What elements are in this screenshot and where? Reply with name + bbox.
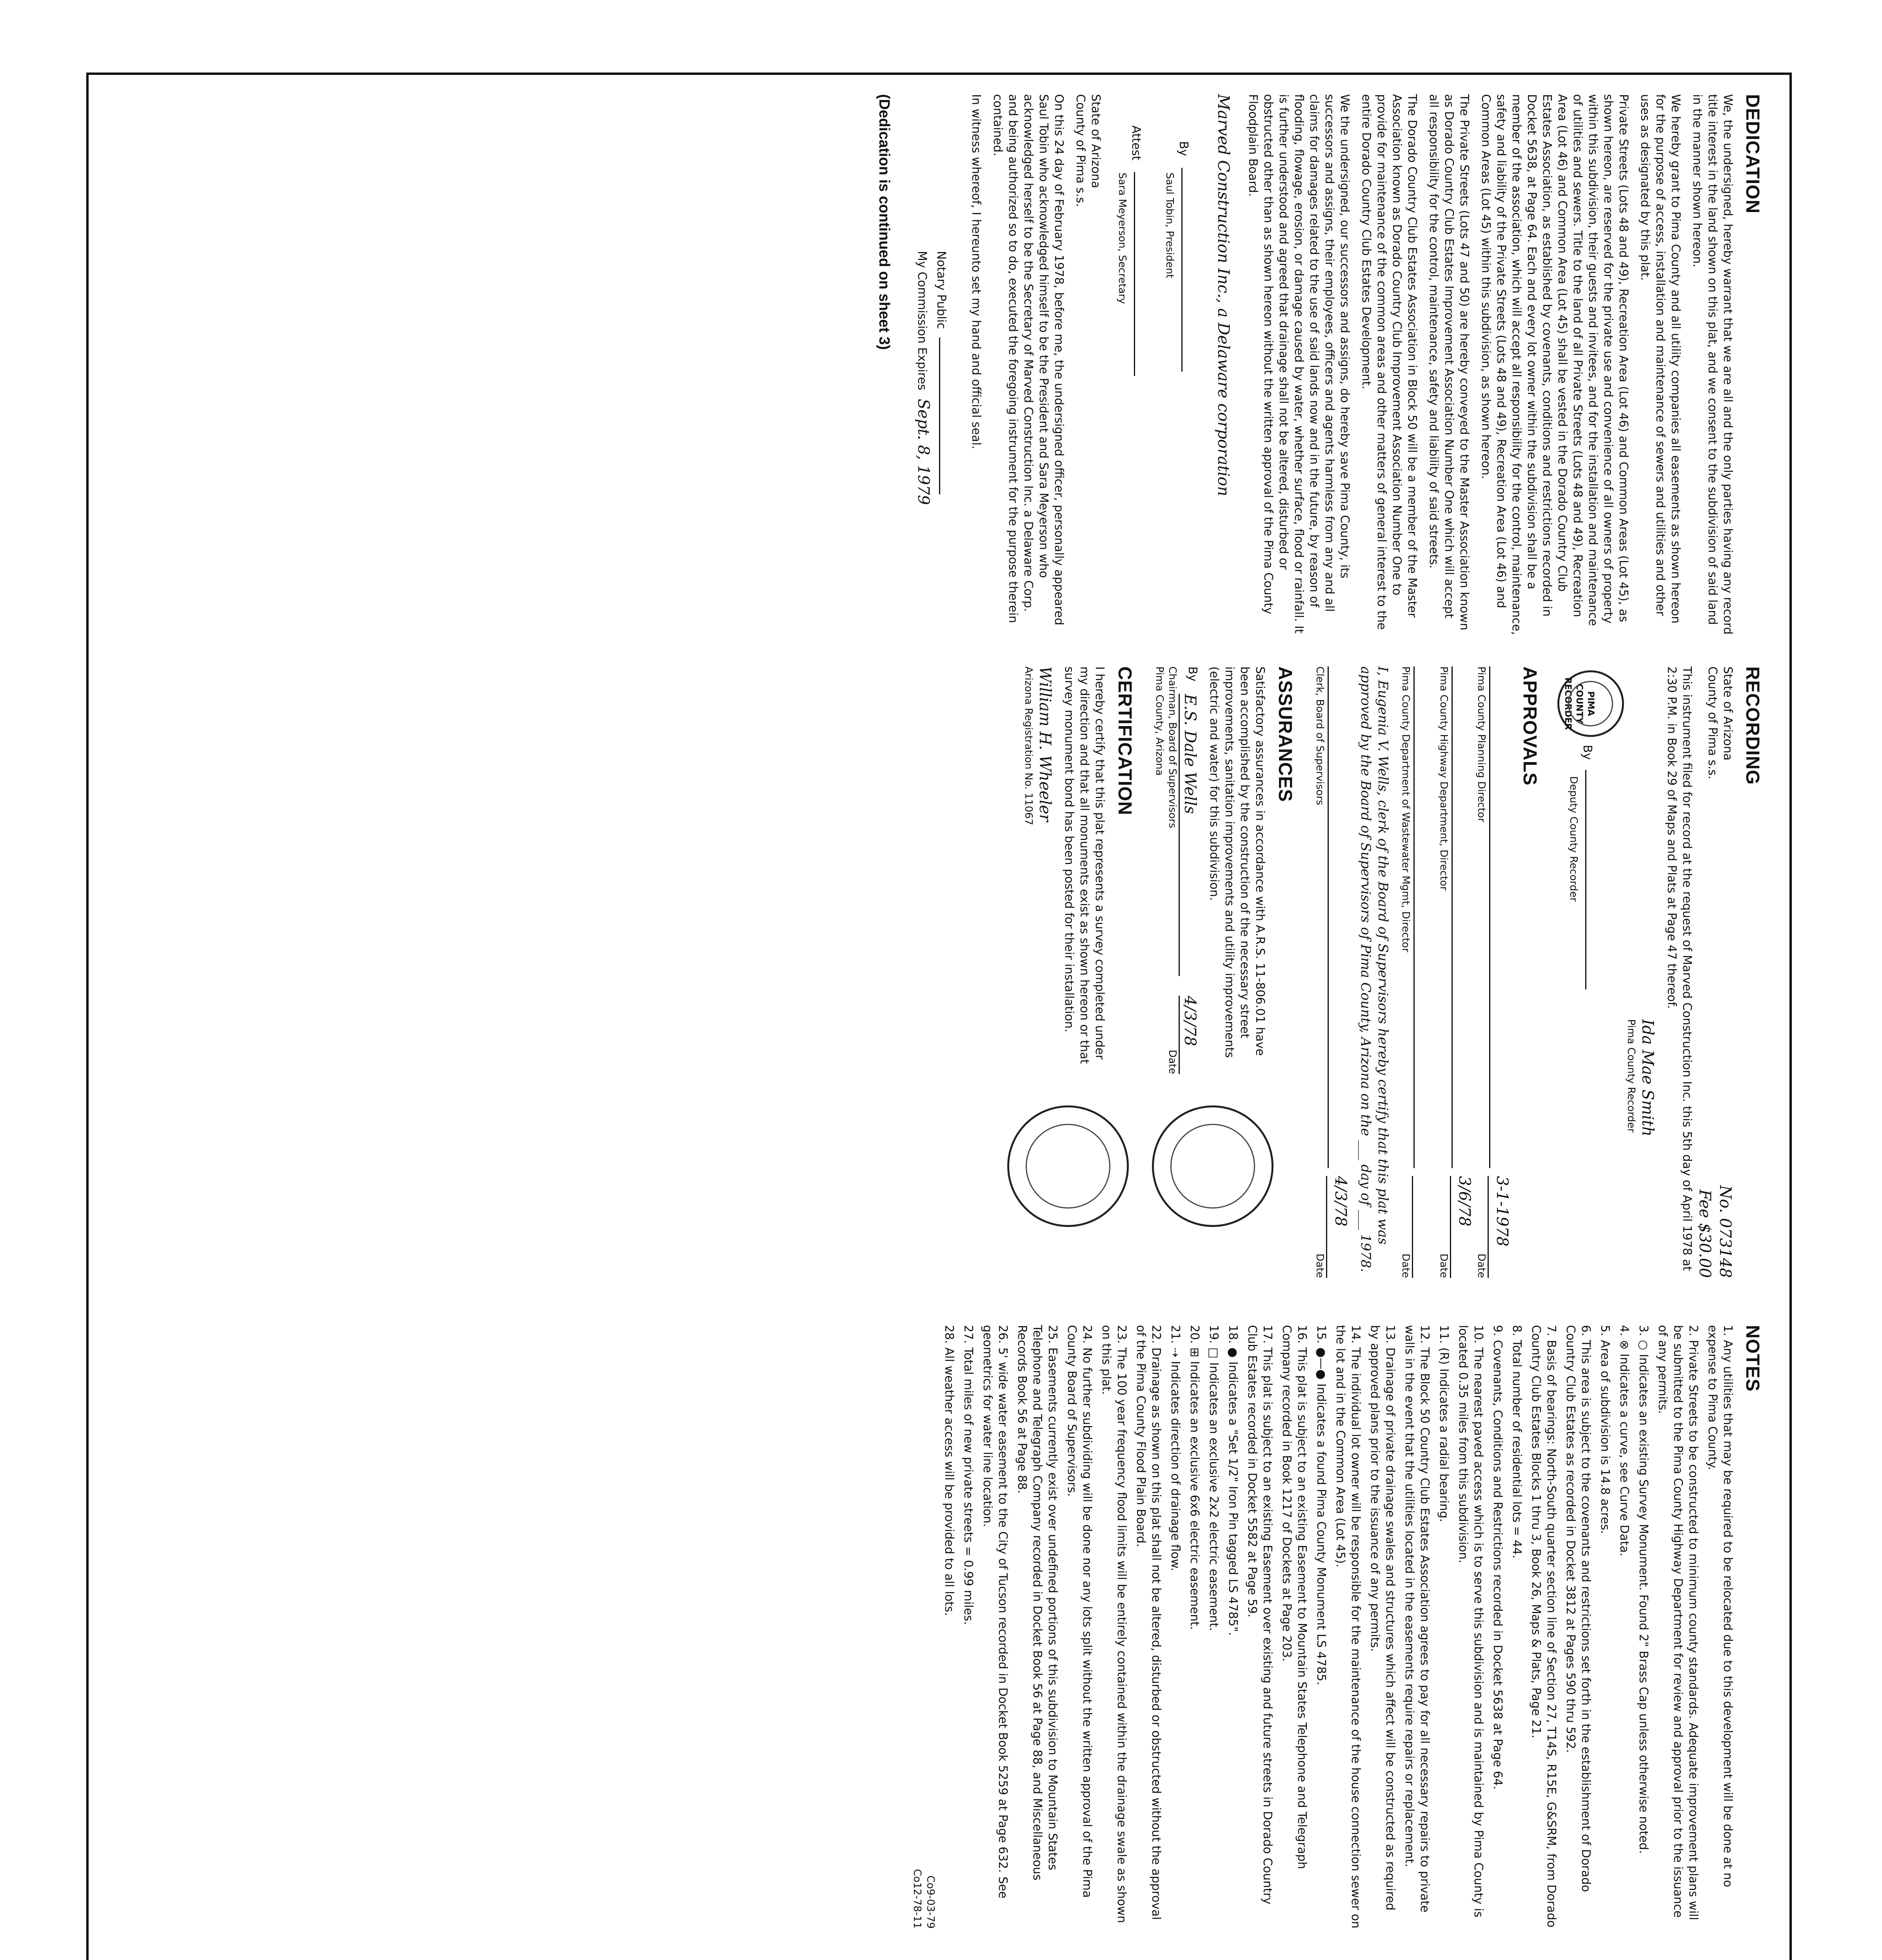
note-item: 16. This plat is subject to an existing Easement to Mountain States Telephone and Telegraph Company recorded in Book 1217 of Dockets at Page 203. (1279, 1325, 1309, 1869)
recording-text: This instrument filed for record at the request of Marved Construction Inc. this 5th day of April 1978 at 2:30 P.M. in Book 29 of Maps and Plats at Page 47 thereof. (1664, 666, 1694, 1271)
note-item: 9. Covenants, Conditions and Restrictions recorded in Docket 5638 at Page 64. (1490, 1325, 1504, 1790)
note-item: 25. Easements currently exist over undefined portions of this subdivision to Mountain States Telephone and Telegraph Company recorded in Docket Book 56 at Page 88, and Miscellaneous Records Book 56 at Page 88. (1015, 1325, 1059, 1881)
notary-label: Notary Public (934, 251, 948, 329)
notes-section (910, 1325, 1764, 1929)
note-item: 26. 5' wide water easement to the City of Tucson recorded in Docket Book 5259 at Page 632. See geometrics for water line location. (980, 1325, 1010, 1898)
note-item: 23. The 100 year frequency flood limits will be entirely contained within the drainage swale as shown on this plat. (1099, 1325, 1128, 1923)
by-signature-line (1181, 168, 1201, 372)
surveyor-seal (1007, 1105, 1129, 1227)
attest-signature-line (1134, 172, 1153, 376)
recorder-seal (1557, 670, 1624, 737)
notary-line (939, 338, 958, 494)
deputy-line-block (1566, 745, 1608, 989)
by-signature-block (1163, 141, 1204, 635)
approval-date-label: Date (1399, 1253, 1412, 1278)
by-name: Saul Tobin, President (1163, 172, 1175, 278)
surveyor-name: William H. Wheeler (1036, 666, 1054, 822)
note-item: 13. Drainage of private drainage swales and structures which affect will be constructed as required by approved plans prior to the issuance of any permits. (1368, 1325, 1397, 1911)
dedication-ack-venue: State of Arizona County of Pima s.s. (1074, 94, 1103, 207)
dedication-section (871, 94, 1764, 635)
approval-date: 3-1-1978 (1488, 1176, 1512, 1278)
note-item: 22. Drainage as shown on this plat shall not be altered, disturbed or obstructed without the approval of the Pima County Flood Plain Board. (1134, 1325, 1163, 1920)
note-item: 15. ●—● Indicates a found Pima County Monument LS 4785. (1314, 1325, 1328, 1685)
note-item: 19. □ Indicates an exclusive 2x2 electric easement. (1206, 1325, 1221, 1631)
note-item: 7. Basis of bearings: North-South quarter section line of Section 27, T14S, R15E, G&SRM, from Dorado Country Club Estates Blocks 1 thru 3, Book 26, Maps & Plats, Page 21. (1529, 1325, 1558, 1927)
clerk-certification: I, Eugenia V. Wells, clerk of the Board of Supervisors hereby certify that this plat was approved by the Board of Supervisors of Pima County, Arizona on the ___ day of ___ 1978. (1357, 666, 1391, 1272)
recording-state: State of Arizona (1720, 666, 1735, 761)
docket-number: No. 073148 (1716, 1185, 1734, 1278)
dedication-p4: The Private Streets (Lots 47 and 50) are hereby conveyed to the Master Association known as Dorado Country Club Estates Improvement Association Number One which will accept all responsibility for the control, maintenance, safety and liability of said streets. (1426, 94, 1471, 630)
approval-date-label: Date (1437, 1253, 1450, 1278)
dedication-p5: The Dorado Country Club Estates Association in Block 50 will be a member of the Master Association known as Dorado Country Club Improvement Association Number One to provide for maintenance of the common areas and other matters of general interest to the entire Dorado Country Club Estates Development. (1359, 94, 1419, 630)
recorder-name: Ida Mae Smith (1638, 1019, 1657, 1137)
clerk-date-label: Date (1313, 1253, 1326, 1278)
assurances-date-label: Date (1166, 1049, 1179, 1074)
commission-label: My Commission Expires (915, 251, 929, 390)
deputy-by: By (1580, 745, 1594, 760)
assurances-text: Satisfactory assurances in accordance with A.R.S. 11-806.01 have been accomplished by the construction of the necessary street improvements, sanitation improvements and utility improvements (electric and water) for this subdivision. (1207, 666, 1267, 1058)
recording-heading: RECORDING (1742, 666, 1763, 785)
approvals-heading: APPROVALS (1519, 666, 1540, 786)
dedication-p6: We the undersigned, our successors and assigns, do hereby save Pima County, its successors and assigns, their employees, officers and agents harmless from any and all claims for damages related to the use of said lands now and in the future, by reason of flooding, flowage, erosion, or damage caused by water, whether surface, flood or rainfall. It is further understood and agreed that drainage shall not be altered, disturbed or obstructed other than as shown hereon without the written approval of the Pima County Floodplain Board. (1246, 94, 1352, 634)
note-item: 10. The nearest paved access which is to serve this subdivision and is maintained by Pima County is located 0.35 miles from this subdivision. (1456, 1325, 1485, 1918)
note-item: 6. This area is subject to the covenants and restrictions set forth in the establishment of Dorado Country Club Estates as recorded in Docket 3812 at Pages 590 thru 592. (1563, 1325, 1593, 1892)
approval-date (1412, 1176, 1437, 1278)
dedication-ack-text: On this 24 day of February 1978, before me, the undersigned officer, personally appeared Saul Tobin who acknowledged himself to be the President and Sara Meyerson who acknowledged herself to be the Secretary of Marved Construction Inc. a Delaware Corp. and being authorized so to do, executed the foregoing instrument for the purpose therein contained. (991, 94, 1066, 626)
note-item: 11. (R) Indicates a radial bearing. (1437, 1325, 1451, 1522)
assurances-heading: ASSURANCES (1274, 666, 1295, 802)
assurances-name: E.S. Dale Wells (1179, 694, 1200, 976)
note-item: 21. ⇢ Indicates direction of drainage flow. (1168, 1325, 1182, 1571)
approval-signature-line (1413, 666, 1433, 1168)
recording-venue (1695, 666, 1735, 779)
note-item: 3. ○ Indicates an existing Survey Monument. Found 2" Brass Cap unless otherwise noted. (1636, 1325, 1650, 1854)
assurances-block (1152, 666, 1297, 1278)
note-item: 2. Private Streets to be constructed to minimum county standards. Adequate improvement plans will be submitted to the Pima County Highway Department for review and approval prior to the issuance of any permits. (1655, 1325, 1700, 1920)
note-item: 17. This plat is subject to an existing Easement over existing and future streets in Dorado Country Club Estates recorded in Docket 5582 at Page 59. (1245, 1325, 1274, 1905)
recorder-block (1624, 1019, 1658, 1278)
certification-block (1022, 666, 1137, 1278)
surveyor-registration: Arizona Registration No. 11067 (1023, 666, 1035, 826)
approval-item (1475, 666, 1513, 1278)
assurances-date: 4/3/78 (1179, 996, 1200, 1074)
recording-docket (1695, 1185, 1735, 1278)
assurances-title2: Pima County, Arizona (1153, 666, 1165, 776)
note-item: 1. Any utilities that may be required to be relocated due to this development will be done at no expense to Pima County. (1705, 1325, 1735, 1887)
clerk-signature-line (1328, 666, 1347, 1168)
note-item: 27. Total miles of new private streets = 0.99 miles. (961, 1325, 975, 1625)
assurances-by: By (1186, 666, 1200, 682)
assurances-signature-row (1179, 666, 1200, 1074)
attest-signature-block (1115, 125, 1157, 635)
recording-approvals-section (1022, 666, 1764, 1278)
note-item: 20. ⊞ Indicates an exclusive 6x6 electric easement. (1187, 1325, 1201, 1630)
note-item: 8. Total number of residential lots = 44. (1510, 1325, 1524, 1559)
approval-date-label: Date (1475, 1253, 1488, 1278)
approval-signature-line (1489, 666, 1508, 1168)
deputy-title: Deputy County Recorder (1567, 776, 1579, 902)
approval-date: 3/6/78 (1450, 1176, 1475, 1278)
assurances-title1: Chairman, Board of Supervisors (1166, 666, 1179, 828)
certification-heading: CERTIFICATION (1114, 666, 1135, 816)
approval-label: Pima County Highway Department, Director (1437, 666, 1450, 891)
recorder-deputy-block (1553, 666, 1624, 1278)
commission-date: Sept. 8, 1979 (914, 399, 933, 505)
dedication-notary-block (913, 251, 962, 635)
note-item: 18. ● Indicates a "Set 1/2" Iron Pin tagged LS 4785". (1226, 1325, 1240, 1636)
recorder-seal-text: PIMA COUNTY RECORDER (1563, 677, 1595, 730)
attest-label: Attest (1129, 125, 1143, 161)
recording-fee: Fee $30.00 (1695, 1189, 1714, 1278)
approval-item (1399, 666, 1437, 1278)
recorder-title: Pima County Recorder (1625, 1019, 1637, 1133)
attest-name: Sara Meyerson, Secretary (1116, 172, 1128, 304)
certification-text: I hereby certify that this plat represents a survey completed under my direction and that all monuments exist as shown hereon or that survey monument bond has been posted for their installation. (1062, 666, 1107, 1064)
corporation-name: Marved Construction Inc., a Delaware corporation (1214, 94, 1232, 496)
clerk-label: Clerk, Board of Supervisors (1313, 666, 1326, 806)
continued-note: (Dedication is continued on sheet 3) (876, 94, 893, 350)
dedication-witness: In witness whereof, I hereunto set my hand and official seal. (969, 94, 983, 449)
clerk-date: 4/3/78 (1326, 1176, 1351, 1278)
deputy-signature-line (1585, 770, 1604, 989)
note-item: 14. The individual lot owner will be responsible for the maintenance of the house connection sewer on the lot and in the Common Area (Lot 45). (1333, 1325, 1362, 1929)
recording-county: County of Pima s.s. (1705, 666, 1719, 780)
dedication-p3: Private Streets (Lots 48 and 49), Recreation Area (Lot 46) and Common Areas (Lot 45), as shown hereon, are reserved for the private use and convenience of all owners of property within this subdivision, their guests and invitees, and for the installation and maintenance of utilities and sewers. Title to the land of all Private Streets (Lots 48 and 49), Recreation Area (Lot 46) and Common Area (Lot 45) shall be vested in the Dorado Country Club Estates Association, as established by covenants, conditions and restrictions recorded in Docket 5638, at Page 64. Each and every lot owner within the subdivision shall be a member of the association, which will accept all responsibility for the control, maintenance, safety and liability of the Private Streets (Lots 48 and 49), Recreation Area (Lot 46) and Common Areas (Lot 45) within this subdivision, as shown hereon. (1479, 94, 1630, 635)
county-seal (1152, 1105, 1273, 1227)
by-label: By (1176, 141, 1190, 156)
dedication-heading: DEDICATION (1742, 94, 1763, 214)
approval-item (1437, 666, 1475, 1278)
dedication-p1: We, the undersigned, hereby warrant that we are all and the only parties having any record title interest in the land shown on this plat, and we consent to the subdivision of said land in the manner shown hereon. (1690, 94, 1735, 635)
dedication-p2: We hereby grant to Pima County and all utility companies all easements as shown hereon for the purpose of access, installation and maintenance of sewers and utilities and other uses as designated by this plat. (1638, 94, 1682, 624)
note-item: 24. No further subdividing will be done nor any lots split without the written approval of the Pima County Board of Supervisors. (1065, 1325, 1094, 1898)
approval-signature-line (1451, 666, 1471, 1168)
approval-label: Pima County Department of Wastewater Mgmt, Director (1399, 666, 1412, 953)
recording-header-row (1695, 666, 1735, 1278)
note-item: 28. All weather access will be provided to all lots. (942, 1325, 956, 1616)
note-item: 4. ⊗ Indicates a curve, see Curve Data. (1617, 1325, 1631, 1557)
note-item: 12. The Block 50 Country Club Estates Association agrees to pay for all necessary repairs to private walls in the event that the utilities located in the easements require repairs or replacement. (1402, 1325, 1431, 1913)
notes-code: Co9-03-79 Co12-78-11 (911, 1869, 936, 1929)
approval-label: Pima County Planning Director (1475, 666, 1488, 822)
notes-heading: NOTES (1742, 1325, 1763, 1392)
note-item: 5. Area of subdivision is 14.8 acres. (1598, 1325, 1612, 1534)
